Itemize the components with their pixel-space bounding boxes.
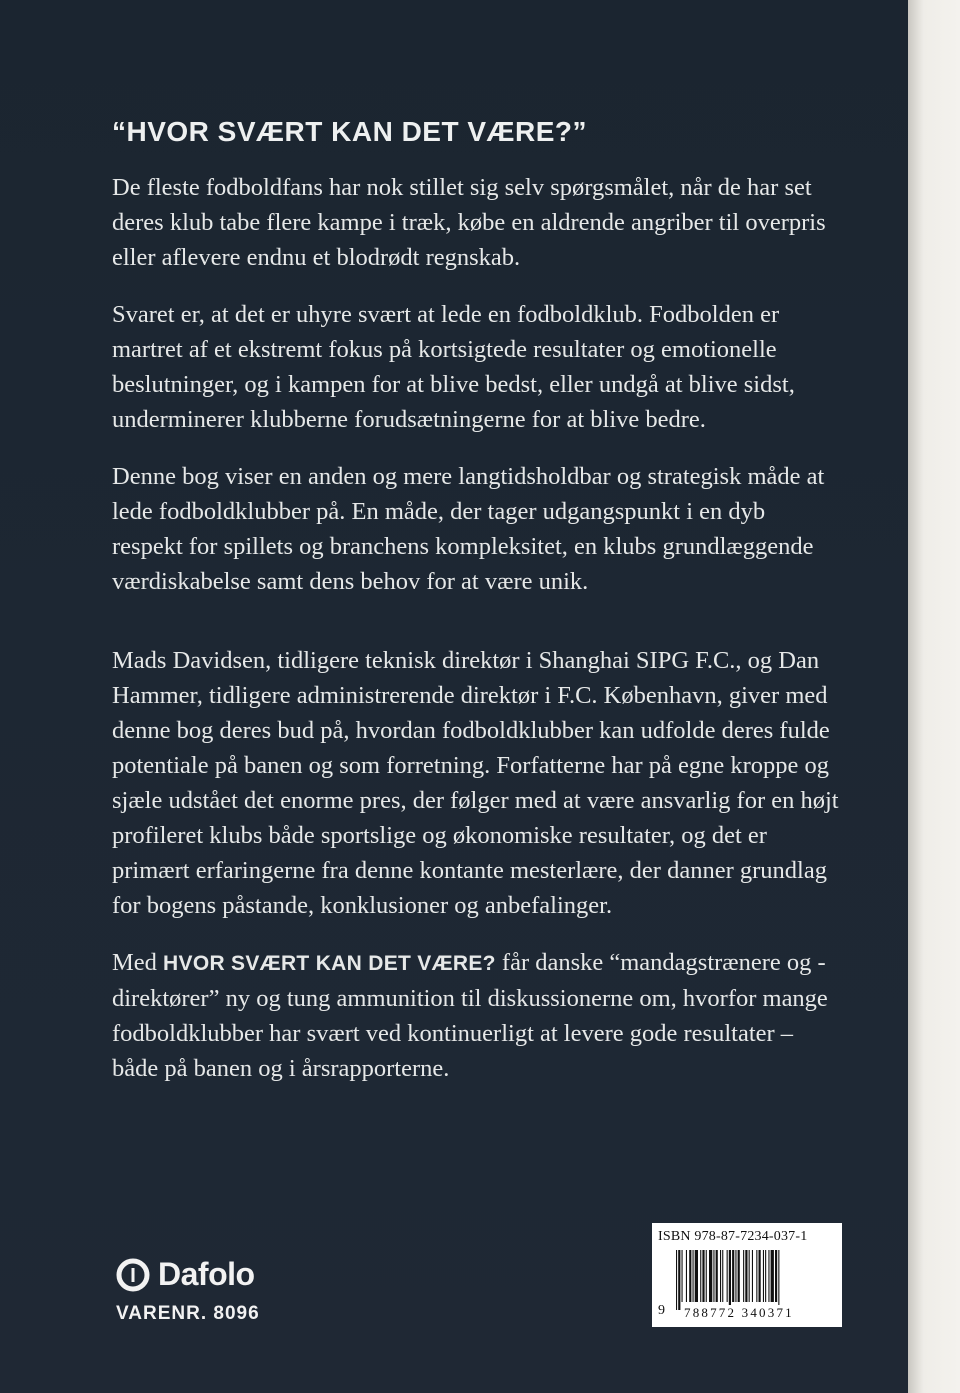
publisher-logo-row xyxy=(116,1256,260,1293)
paragraph-5-rest: får danske “mandagstrænere og -direktører” ny og tung ammunition til diskussionerne om, hvorfor mange fodboldklubber har svært ved kontinuerligt at levere gode resultater – både på banen og i årsrapporterne. xyxy=(112,949,828,1082)
paragraph-5 xyxy=(112,945,840,1086)
barcode-icon xyxy=(676,1250,836,1310)
headline: “HVOR SVÆRT KAN DET VÆRE?” xyxy=(112,116,588,147)
paragraph-1: De fleste fodboldfans har nok stillet sig selv spørgsmålet, når de har set deres klub tabe flere kampe i træk, købe en aldrende angriber til overpris eller aflevere endnu et blodrødt regnskab. xyxy=(112,174,826,271)
paragraph-2: Svaret er, at det er uhyre svært at lede en fodboldklub. Fodbolden er martret af et ekstremt fokus på kortsigtede resultater og emotionelle beslutninger, og i kampen for at blive bedst, eller undgå at blive sidst, underminerer klubberne forudsætningerne for at blive bedre. xyxy=(112,301,795,433)
page-edge xyxy=(908,0,960,1393)
paragraph-4: Mads Davidsen, tidligere teknisk direktør i Shanghai SIPG F.C., og Dan Hammer, tidligere administrerende direktør i F.C. København, giver med denne bog deres bud på, hvordan fodboldklubber kan udfolde deres fulde potentiale på banen og som forretning. Forfatterne har på egne kroppe og sjæle udstået det enorme pres, der følger med at være ansvarlig for en højt profileret klubs både sportslige og økonomiske resultater, og det er primært erfaringerne fra denne kontante mesterlære, der danner grundlag for bogens påstande, konklusioner og anbefalinger. xyxy=(112,647,839,919)
paragraph-5-book-title: HVOR SVÆRT KAN DET VÆRE? xyxy=(163,952,496,975)
paragraph-3: Denne bog viser en anden og mere langtidsholdbar og strategisk måde at lede fodboldklubber på. En måde, der tager udgangspunkt i en dyb respekt for spillets og branchens kompleksitet, en klubs grundlæggende værdiskabelse samt dens behov for at være unik. xyxy=(112,463,825,595)
item-number: VARENR. 8096 xyxy=(116,1303,260,1324)
blurb-text xyxy=(112,170,840,1108)
barcode-lead-digit: 9 xyxy=(658,1303,665,1318)
publisher-block xyxy=(116,1256,260,1325)
paragraph-5-prefix: Med xyxy=(112,949,164,976)
dafolo-logo-icon xyxy=(116,1258,150,1292)
isbn-barcode xyxy=(652,1223,842,1327)
barcode-digits: 788772 340371 xyxy=(684,1305,794,1320)
isbn-text: ISBN 978-87-7234-037-1 xyxy=(658,1229,808,1244)
publisher-name: Dafolo xyxy=(158,1256,255,1292)
